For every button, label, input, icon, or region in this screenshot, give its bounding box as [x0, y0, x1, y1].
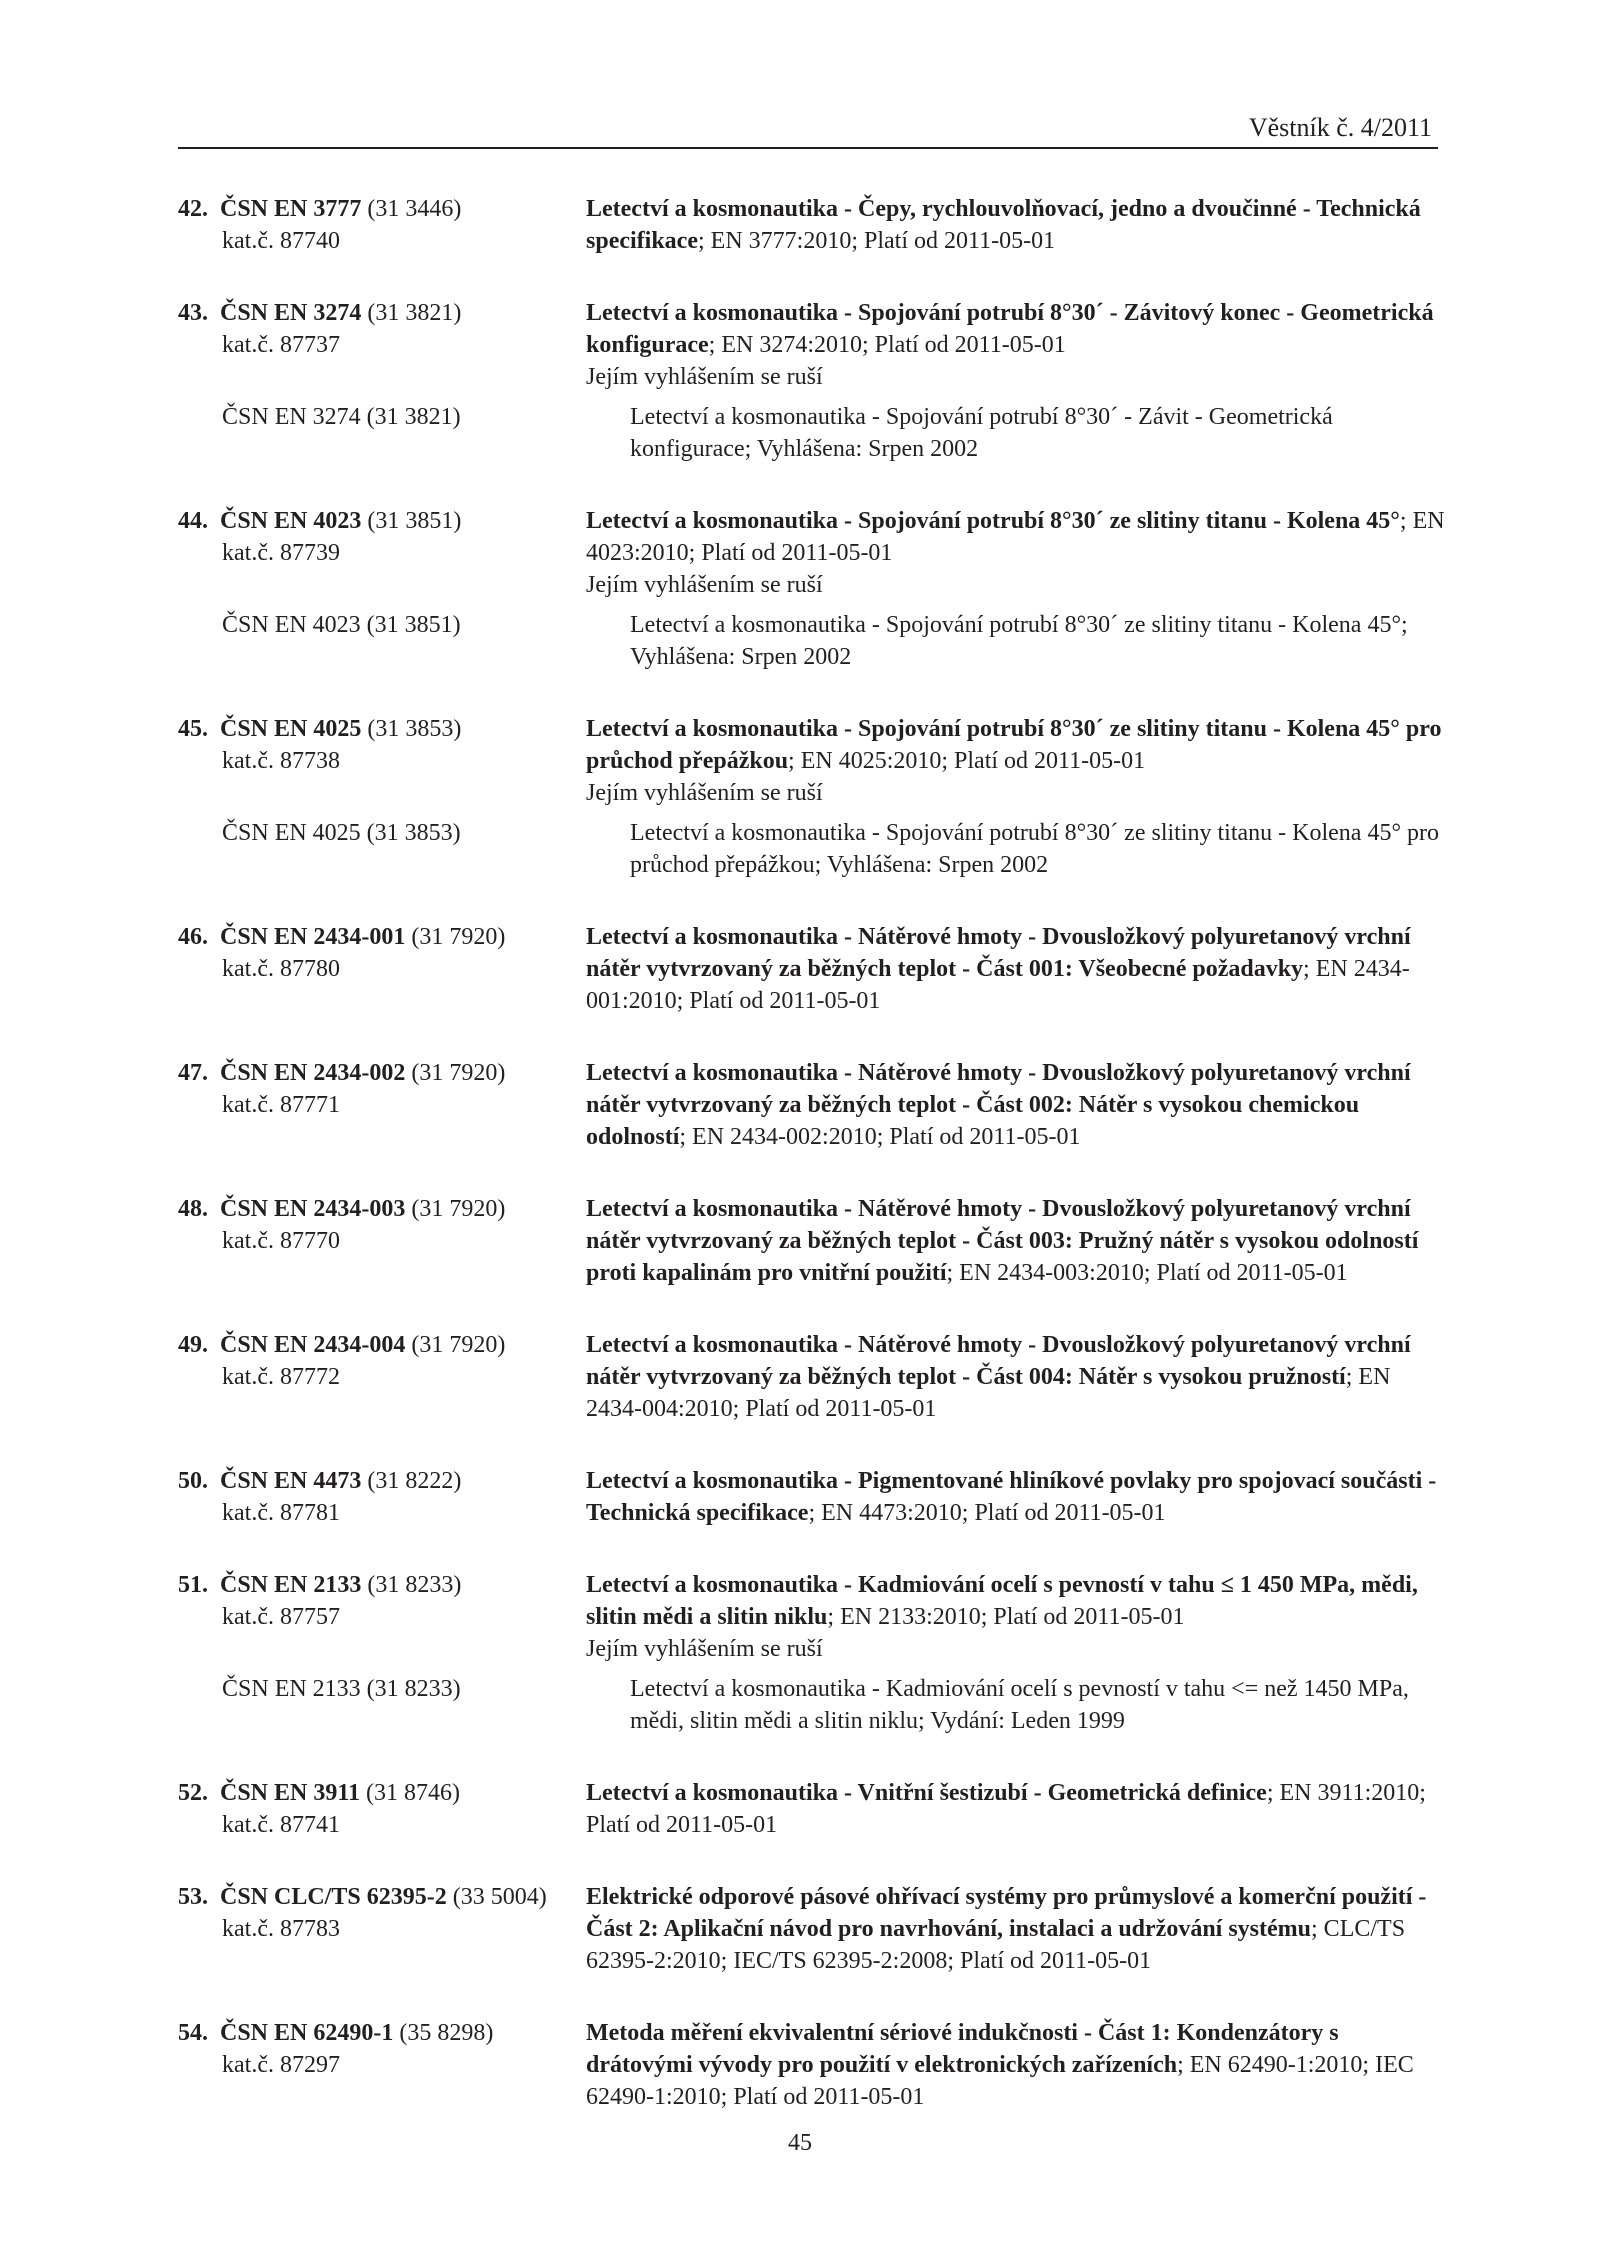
replaced-standard-row [178, 817, 1448, 881]
entry-number: 54. [178, 2020, 208, 2046]
entry-main-row [178, 1329, 1448, 1425]
standard-code: ČSN EN 2434-001 [220, 924, 406, 950]
entry-title-details: ; EN 2133:2010; Platí od 2011-05-01 [827, 1604, 1185, 1630]
standard-code: ČSN EN 62490-1 [220, 2020, 394, 2046]
entry-title [586, 1881, 1448, 1977]
entry-identifier [178, 505, 586, 601]
entry-identifier [178, 1569, 586, 1665]
standards-list [178, 193, 1448, 2153]
entry-number: 49. [178, 1332, 208, 1358]
catalog-number: kat.č. 87741 [222, 1812, 340, 1838]
entry-title-details: ; EN 3777:2010; Platí od 2011-05-01 [697, 228, 1056, 254]
entry-title [586, 1057, 1448, 1153]
catalog-number: kat.č. 87739 [222, 540, 340, 566]
catalog-number: kat.č. 87781 [222, 1500, 340, 1526]
entry-number: 43. [178, 300, 208, 326]
standard-entry [178, 1057, 1448, 1153]
entry-title [586, 1193, 1448, 1289]
standard-entry [178, 921, 1448, 1017]
entry-main-row [178, 505, 1448, 601]
catalog-number: kat.č. 87771 [222, 1092, 340, 1118]
entry-title [586, 713, 1448, 809]
entry-identifier [178, 1057, 586, 1153]
standard-code: ČSN EN 2133 [220, 1572, 362, 1598]
entry-main-row [178, 1193, 1448, 1289]
standard-entry [178, 505, 1448, 673]
standard-entry [178, 1569, 1448, 1737]
page-number: 45 [788, 2130, 812, 2156]
entry-main-row [178, 713, 1448, 809]
catalog-number: kat.č. 87757 [222, 1604, 340, 1630]
entry-title-details: ; EN 2434-004:2010; Platí od 2011-05-01 [586, 1364, 1391, 1422]
entry-title-bold: Letectví a kosmonautika - Kadmiování ocelí s pevností v tahu ≤ 1 450 MPa, mědi, slitin mědi a slitin niklu [586, 1572, 1418, 1630]
entry-title-details: ; CLC/TS 62395-2:2010; IEC/TS 62395-2:2008; Platí od 2011-05-01 [586, 1916, 1406, 1974]
entry-identifier [178, 2017, 586, 2113]
standard-code: ČSN EN 2434-002 [220, 1060, 406, 1086]
replaced-standard-text: Letectví a kosmonautika - Spojování potrubí 8°30´ ze slitiny titanu - Kolena 45° pro průchod přepážkou; Vyhlášena: Srpen 2002 [630, 820, 1440, 878]
entry-number: 42. [178, 196, 208, 222]
entry-title-details: ; EN 2434-003:2010; Platí od 2011-05-01 [946, 1260, 1348, 1286]
entry-title-bold: Letectví a kosmonautika - Spojování potrubí 8°30´ ze slitiny titanu - Kolena 45° pro průchod přepážkou [586, 716, 1442, 774]
replaced-standard-code: ČSN EN 4025 (31 3853) [222, 820, 461, 846]
class-code: (31 3853) [367, 716, 462, 742]
bulletin-title: Věstník č. 4/2011 [1248, 113, 1432, 142]
entry-title-details: ; EN 2434-001:2010; Platí od 2011-05-01 [586, 956, 1410, 1014]
replaced-standard-row [178, 401, 1448, 465]
entry-title [586, 2017, 1448, 2113]
standard-entry [178, 1465, 1448, 1529]
entry-title-bold: Letectví a kosmonautika - Nátěrové hmoty - Dvousložkový polyuretanový vrchní nátěr vytvrzovaný za běžných teplot - Část 003: Pružný nátěr s vysokou odolností proti kapalinám pro vnitřní použití [586, 1196, 1419, 1286]
standard-entry [178, 1777, 1448, 1841]
entry-identifier [178, 1193, 586, 1289]
entry-identifier [178, 1777, 586, 1841]
standard-code: ČSN EN 2434-004 [220, 1332, 406, 1358]
entry-identifier [178, 1329, 586, 1425]
replaced-standard-text: Letectví a kosmonautika - Kadmiování ocelí s pevností v tahu <= než 1450 MPa, mědi, slitin mědi a slitin niklu; Vydání: Leden 1999 [630, 1676, 1409, 1734]
replaced-standard-code: ČSN EN 4023 (31 3851) [222, 612, 461, 638]
entry-title-bold: Elektrické odporové pásové ohřívací systémy pro průmyslové a komerční použití - Část 2: Aplikační návod pro navrhování, instalaci a udržování systému [586, 1884, 1427, 1942]
entry-title-bold: Letectví a kosmonautika - Čepy, rychlouvolňovací, jedno a dvoučinné - Technická specifikace [586, 196, 1421, 254]
catalog-number: kat.č. 87780 [222, 956, 340, 982]
class-code: (31 7920) [411, 1196, 506, 1222]
standard-entry [178, 193, 1448, 257]
entry-title-bold: Letectví a kosmonautika - Nátěrové hmoty - Dvousložkový polyuretanový vrchní nátěr vytvrzovaný za běžných teplot - Část 002: Nátěr s vysokou chemickou odolností [586, 1060, 1411, 1150]
replaced-standard-text: Letectví a kosmonautika - Spojování potrubí 8°30´ ze slitiny titanu - Kolena 45°; Vyhlášena: Srpen 2002 [630, 612, 1408, 670]
entry-identifier [178, 1465, 586, 1529]
entry-number: 44. [178, 508, 208, 534]
entry-identifier [178, 193, 586, 257]
entry-number: 50. [178, 1468, 208, 1494]
standard-code: ČSN CLC/TS 62395-2 [220, 1884, 447, 1910]
page-header [178, 105, 1438, 149]
replaced-standard-code: ČSN EN 3274 (31 3821) [222, 404, 461, 430]
entry-title [586, 1465, 1448, 1529]
class-code: (31 7920) [411, 1060, 506, 1086]
entry-title-details: ; EN 2434-002:2010; Platí od 2011-05-01 [679, 1124, 1081, 1150]
entry-title [586, 297, 1448, 393]
class-code: (31 7920) [411, 924, 506, 950]
catalog-number: kat.č. 87772 [222, 1364, 340, 1390]
entry-title [586, 921, 1448, 1017]
standard-entry [178, 1329, 1448, 1425]
entry-main-row [178, 1881, 1448, 1977]
replaced-standard-code: ČSN EN 2133 (31 8233) [222, 1676, 461, 1702]
class-code: (31 3446) [367, 196, 462, 222]
entry-main-row [178, 921, 1448, 1017]
standard-code: ČSN EN 4473 [220, 1468, 362, 1494]
standard-entry [178, 2017, 1448, 2113]
class-code: (31 8233) [367, 1572, 462, 1598]
cancel-note: Jejím vyhlášením se ruší [586, 364, 823, 390]
entry-title [586, 1329, 1448, 1425]
entry-title-bold: Letectví a kosmonautika - Vnitřní šestizubí - Geometrická definice [586, 1780, 1267, 1806]
entry-title-details: ; EN 4025:2010; Platí od 2011-05-01 [788, 748, 1146, 774]
entry-identifier [178, 713, 586, 809]
entry-main-row [178, 2017, 1448, 2113]
entry-main-row [178, 1465, 1448, 1529]
entry-title [586, 193, 1448, 257]
standard-code: ČSN EN 3274 [220, 300, 362, 326]
entry-title-bold: Letectví a kosmonautika - Pigmentované hliníkové povlaky pro spojovací součásti - Technická specifikace [586, 1468, 1437, 1526]
replaced-standard-row [178, 609, 1448, 673]
class-code: (31 7920) [411, 1332, 506, 1358]
class-code: (31 3851) [367, 508, 462, 534]
entry-title-details: ; EN 62490-1:2010; IEC 62490-1:2010; Platí od 2011-05-01 [586, 2052, 1414, 2110]
entry-identifier [178, 921, 586, 1017]
class-code: (31 8222) [367, 1468, 462, 1494]
entry-main-row [178, 1569, 1448, 1665]
entry-identifier [178, 297, 586, 393]
catalog-number: kat.č. 87740 [222, 228, 340, 254]
entry-title-bold: Letectví a kosmonautika - Nátěrové hmoty - Dvousložkový polyuretanový vrchní nátěr vytvrzovaný za běžných teplot - Část 001: Všeobecné požadavky [586, 924, 1411, 982]
standard-code: ČSN EN 2434-003 [220, 1196, 406, 1222]
entry-title-details: ; EN 3911:2010; Platí od 2011-05-01 [586, 1780, 1426, 1838]
replaced-standard-text: Letectví a kosmonautika - Spojování potrubí 8°30´ - Závit - Geometrická konfigurace; Vyhlášena: Srpen 2002 [630, 404, 1333, 462]
standard-entry [178, 1881, 1448, 1977]
entry-title [586, 1777, 1448, 1841]
entry-number: 53. [178, 1884, 208, 1910]
standard-code: ČSN EN 4025 [220, 716, 362, 742]
entry-title-details: ; EN 4023:2010; Platí od 2011-05-01 [586, 508, 1445, 566]
catalog-number: kat.č. 87783 [222, 1916, 340, 1942]
catalog-number: kat.č. 87297 [222, 2052, 340, 2078]
standard-entry [178, 297, 1448, 465]
cancel-note: Jejím vyhlášením se ruší [586, 1636, 823, 1662]
standard-entry [178, 713, 1448, 881]
class-code: (31 8746) [366, 1780, 461, 1806]
entry-title-details: ; EN 4473:2010; Platí od 2011-05-01 [808, 1500, 1166, 1526]
entry-main-row [178, 1777, 1448, 1841]
standard-code: ČSN EN 4023 [220, 508, 362, 534]
standard-entry [178, 1193, 1448, 1289]
entry-number: 48. [178, 1196, 208, 1222]
catalog-number: kat.č. 87738 [222, 748, 340, 774]
entry-title-bold: Letectví a kosmonautika - Spojování potrubí 8°30´ - Závitový konec - Geometrická konfigurace [586, 300, 1434, 358]
entry-main-row [178, 193, 1448, 257]
catalog-number: kat.č. 87737 [222, 332, 340, 358]
entry-number: 51. [178, 1572, 208, 1598]
entry-title-details: ; EN 3274:2010; Platí od 2011-05-01 [708, 332, 1066, 358]
standard-code: ČSN EN 3911 [220, 1780, 361, 1806]
catalog-number: kat.č. 87770 [222, 1228, 340, 1254]
entry-title-bold: Metoda měření ekvivalentní sériové indukčnosti - Část 1: Kondenzátory s drátovými vývody pro použití v elektronických zařízeních [586, 2020, 1339, 2078]
cancel-note: Jejím vyhlášením se ruší [586, 780, 823, 806]
class-code: (31 3821) [367, 300, 462, 326]
class-code: (35 8298) [399, 2020, 494, 2046]
entry-identifier [178, 1881, 586, 1977]
entry-main-row [178, 1057, 1448, 1153]
entry-number: 47. [178, 1060, 208, 1086]
entry-title [586, 505, 1448, 601]
entry-number: 45. [178, 716, 208, 742]
entry-main-row [178, 297, 1448, 393]
replaced-standard-row [178, 1673, 1448, 1737]
class-code: (33 5004) [452, 1884, 547, 1910]
entry-number: 46. [178, 924, 208, 950]
standard-code: ČSN EN 3777 [220, 196, 362, 222]
entry-title-bold: Letectví a kosmonautika - Nátěrové hmoty - Dvousložkový polyuretanový vrchní nátěr vytvrzovaný za běžných teplot - Část 004: Nátěr s vysokou pružností [586, 1332, 1411, 1390]
entry-number: 52. [178, 1780, 208, 1806]
cancel-note: Jejím vyhlášením se ruší [586, 572, 823, 598]
entry-title [586, 1569, 1448, 1665]
entry-title-bold: Letectví a kosmonautika - Spojování potrubí 8°30´ ze slitiny titanu - Kolena 45° [586, 508, 1400, 534]
